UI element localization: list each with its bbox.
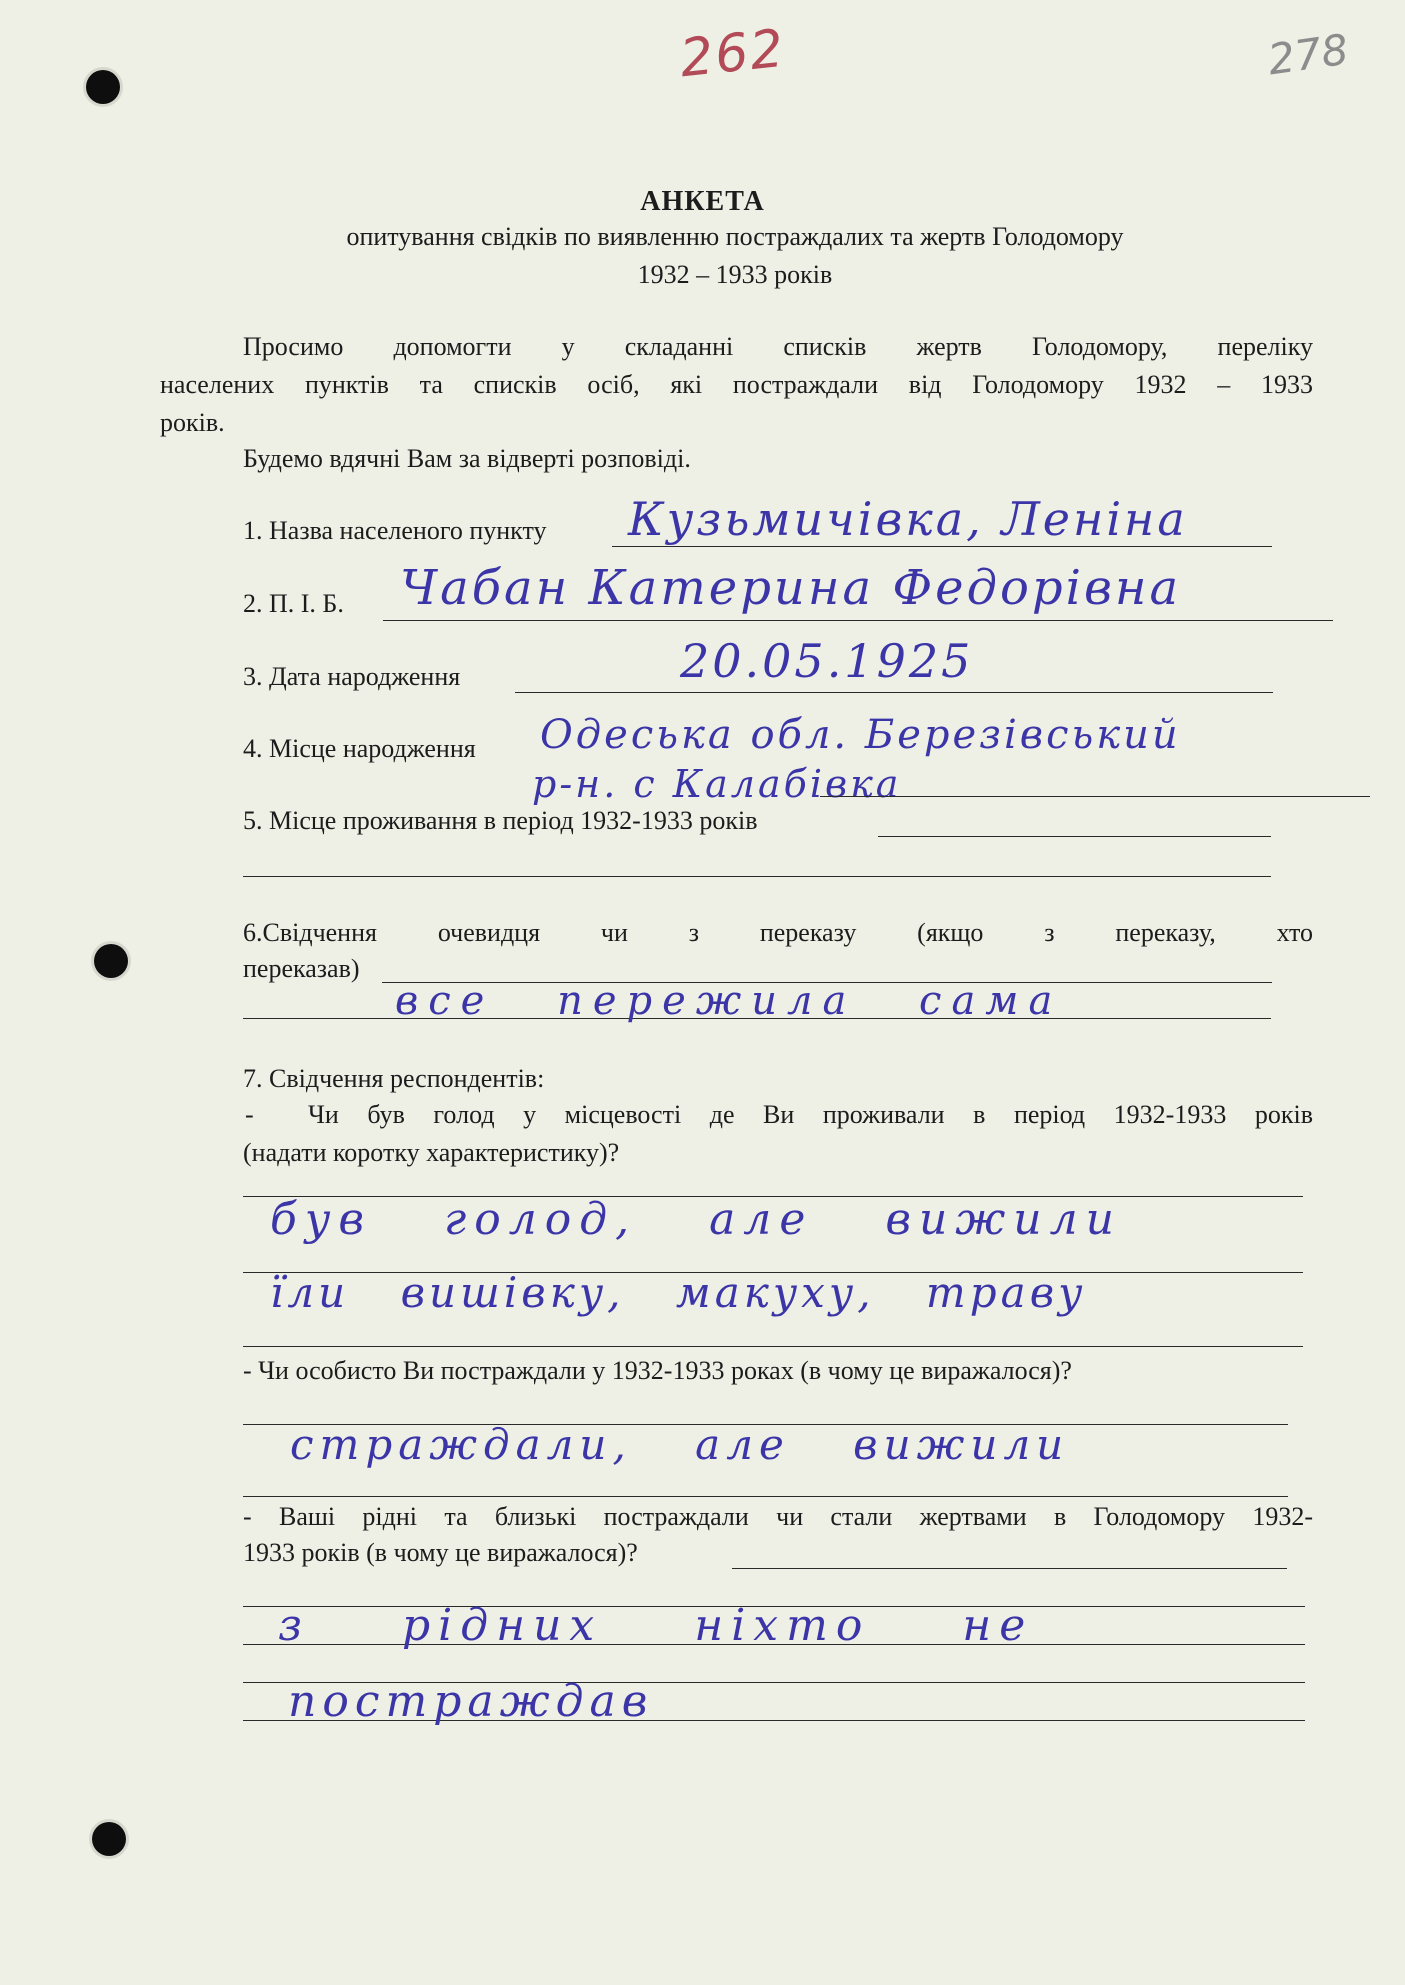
intro-line-3: років. [160,408,225,437]
name-line [383,620,1333,621]
form-title: АНКЕТА [640,186,765,217]
q3-line2: 1933 років (в чому це виражалося)? [243,1538,638,1567]
settlement-line [612,546,1272,547]
archive-page-number-gray: 278 [1264,24,1352,85]
q3-line1: - Ваші рідні та близькі постраждали чи стали жертвами в Голодомору 1932- [243,1502,1313,1531]
birth-date-value: 20.05.1925 [680,634,974,688]
q3-answer-line-1 [732,1568,1287,1569]
q1-line1: Чи був голод у місцевості де Ви проживали в період 1932-1933 років [308,1100,1313,1129]
q1-answer-line-3 [243,1346,1303,1347]
birth-date-label: 3. Дата народження [243,662,461,691]
archive-page-number-red: 262 [677,18,789,90]
q2-answer-line-2 [243,1496,1288,1497]
punch-hole-icon [94,944,128,978]
testimony-value: все пережила сама [395,978,1063,1024]
intro-line-1: Просимо допомогти у складанні списків жертв Голодомору, переліку [243,332,1313,361]
residence-line-2 [243,876,1271,877]
punch-hole-icon [86,70,120,104]
name-value: Чабан Катерина Федорівна [400,560,1182,616]
birth-place-value-line2: р-н. с Калабівка [532,762,902,806]
birth-place-line [820,796,1370,797]
q3-answer-line1: з рідних ніхто не [278,1600,1034,1651]
q1-dash: - [245,1100,254,1129]
residence-label: 5. Місце проживання в період 1932-1933 років [243,806,758,835]
birth-place-value-line1: Одеська обл. Березівський [540,712,1181,758]
residence-line-1 [878,836,1271,837]
punch-hole-icon [92,1822,126,1856]
q1-line2: (надати коротку характеристику)? [243,1138,620,1167]
q1-answer-line2: їли вишівку, макуху, траву [270,1268,1087,1317]
form-subtitle-years: 1932 – 1933 років [637,260,833,289]
intro-thanks: Будемо вдячні Вам за відверті розповіді. [243,444,691,473]
q3-answer-line2: постраждав [288,1676,654,1727]
intro-line-2: населених пунктів та списків осіб, які постраждали від Голодомору 1932 – 1933 [160,370,1313,399]
q2-text: - Чи особисто Ви постраждали у 1932-1933 роках (в чому це виражалося)? [243,1356,1072,1385]
settlement-label: 1. Назва населеного пункту [243,516,547,545]
name-label: 2. П. І. Б. [243,589,344,618]
testimony-label-line1: 6.Свідчення очевидця чи з переказу (якщо з переказу, хто [243,918,1313,947]
form-subtitle: опитування свідків по виявленню постраждалих та жертв Голодомору [346,222,1124,251]
birth-place-label: 4. Місце народження [243,734,476,763]
q1-answer-line1: був голод, але вижили [270,1194,1122,1245]
q2-answer: страждали, але вижили [290,1420,1070,1469]
testimony-label-line2: переказав) [243,954,360,983]
section7-heading: 7. Свідчення респондентів: [243,1064,545,1093]
birth-date-line [515,692,1273,693]
settlement-value: Кузьмичівка, Леніна [628,492,1188,546]
